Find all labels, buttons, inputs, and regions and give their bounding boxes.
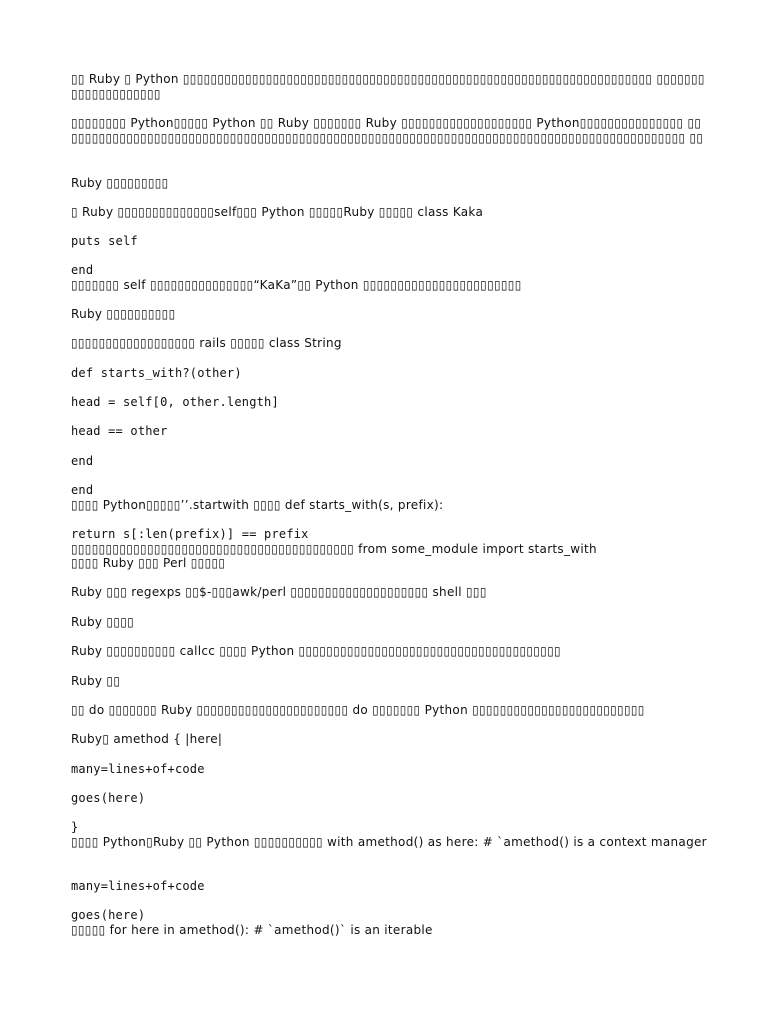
code-line: many=lines+of+code: [71, 879, 205, 893]
paragraph-rails: ▯▯▯▯▯▯▯▯▯▯▯▯▯▯▯▯▯▯ rails ▯▯▯▯▯ class String: [71, 336, 342, 350]
heading-ruby-continuations: Ruby ▯▯▯▯: [71, 615, 135, 629]
heading-ruby-features: Ruby ▯▯▯▯▯▯▯▯▯: [71, 176, 169, 190]
code-line: puts self: [71, 234, 138, 248]
code-line: def starts_with?(other): [71, 366, 242, 380]
heading-ruby-perl: ▯▯▯▯ Ruby ▯▯▯ Perl ▯▯▯▯▯: [71, 556, 226, 570]
code-line: goes(here): [71, 791, 146, 805]
paragraph-python-for: ▯▯▯▯▯ for here in amethod(): # `amethod()` is an iterable: [71, 923, 433, 937]
paragraph-python-with: ▯▯▯▯ Python▯Ruby ▯▯ Python ▯▯▯▯▯▯▯▯▯▯ with amethod() as here: # `amethod() is a context manager: [71, 835, 707, 849]
paragraph-intro: ▯▯ Ruby ▯ Python ▯▯▯▯▯▯▯▯▯▯▯▯▯▯▯▯▯▯▯▯▯▯▯▯▯▯▯▯▯▯▯▯▯▯▯▯▯▯▯▯▯▯▯▯▯▯▯▯▯▯▯▯▯▯▯▯▯▯▯▯▯▯▯▯▯▯▯▯ ▯▯▯▯▯▯▯▯▯▯▯▯▯▯▯▯▯▯▯▯: [71, 72, 705, 101]
paragraph-ruby-amethod: Ruby▯ amethod { |here|: [71, 732, 223, 746]
paragraph-python-startswith: ▯▯▯▯ Python▯▯▯▯▯’’.startwith ▯▯▯▯ def starts_with(s, prefix):: [71, 498, 444, 512]
paragraph-self-explain: ▯▯▯▯▯▯▯ self ▯▯▯▯▯▯▯▯▯▯▯▯▯▯▯“KaKa”▯▯ Python ▯▯▯▯▯▯▯▯▯▯▯▯▯▯▯▯▯▯▯▯▯▯▯: [71, 278, 522, 292]
code-line: end: [71, 483, 94, 497]
code-line: head = self[0, other.length]: [71, 395, 279, 409]
code-line: return s[:len(prefix)] == prefix: [71, 527, 309, 541]
heading-ruby-blocks: Ruby ▯▯: [71, 674, 121, 688]
paragraph-import: ▯▯▯▯▯▯▯▯▯▯▯▯▯▯▯▯▯▯▯▯▯▯▯▯▯▯▯▯▯▯▯▯▯▯▯▯▯▯▯▯▯ from some_module import starts_with: [71, 542, 597, 556]
code-line: head == other: [71, 424, 168, 438]
paragraph-comparison: ▯▯▯▯▯▯▯▯ Python▯▯▯▯▯ Python ▯▯ Ruby ▯▯▯▯▯▯▯ Ruby ▯▯▯▯▯▯▯▯▯▯▯▯▯▯▯▯▯▯▯ Python▯▯▯▯▯▯▯▯▯▯▯▯▯▯▯ ▯▯▯▯▯▯▯▯▯▯▯▯▯▯▯▯▯▯▯▯▯▯▯▯▯▯▯▯▯▯▯▯▯▯▯▯▯▯▯▯▯▯▯▯▯▯▯▯▯▯▯▯▯▯▯▯▯▯▯▯▯▯▯▯▯▯▯▯▯▯▯▯▯▯▯▯▯▯▯▯▯▯▯▯▯▯▯▯▯▯▯ ▯▯: [71, 116, 704, 145]
code-line: end: [71, 263, 94, 277]
code-line: }: [71, 820, 79, 834]
paragraph-do-blocks: ▯▯ do ▯▯▯▯▯▯▯ Ruby ▯▯▯▯▯▯▯▯▯▯▯▯▯▯▯▯▯▯▯▯▯▯ do ▯▯▯▯▯▯▯ Python ▯▯▯▯▯▯▯▯▯▯▯▯▯▯▯▯▯▯▯▯▯▯▯▯▯: [71, 703, 645, 717]
paragraph-self: ▯ Ruby ▯▯▯▯▯▯▯▯▯▯▯▯▯▯self▯▯▯ Python ▯▯▯▯▯Ruby ▯▯▯▯▯ class Kaka: [71, 205, 484, 219]
code-line: many=lines+of+code: [71, 762, 205, 776]
paragraph-callcc: Ruby ▯▯▯▯▯▯▯▯▯▯ callcc ▯▯▯▯ Python ▯▯▯▯▯▯▯▯▯▯▯▯▯▯▯▯▯▯▯▯▯▯▯▯▯▯▯▯▯▯▯▯▯▯▯▯▯▯: [71, 644, 561, 658]
heading-ruby-open-classes: Ruby ▯▯▯▯▯▯▯▯▯▯: [71, 307, 176, 321]
code-line: end: [71, 454, 94, 468]
code-line: goes(here): [71, 908, 146, 922]
paragraph-regexps: Ruby ▯▯▯ regexps ▯▯$-▯▯▯awk/perl ▯▯▯▯▯▯▯▯▯▯▯▯▯▯▯▯▯▯▯▯ shell ▯▯▯: [71, 585, 487, 599]
